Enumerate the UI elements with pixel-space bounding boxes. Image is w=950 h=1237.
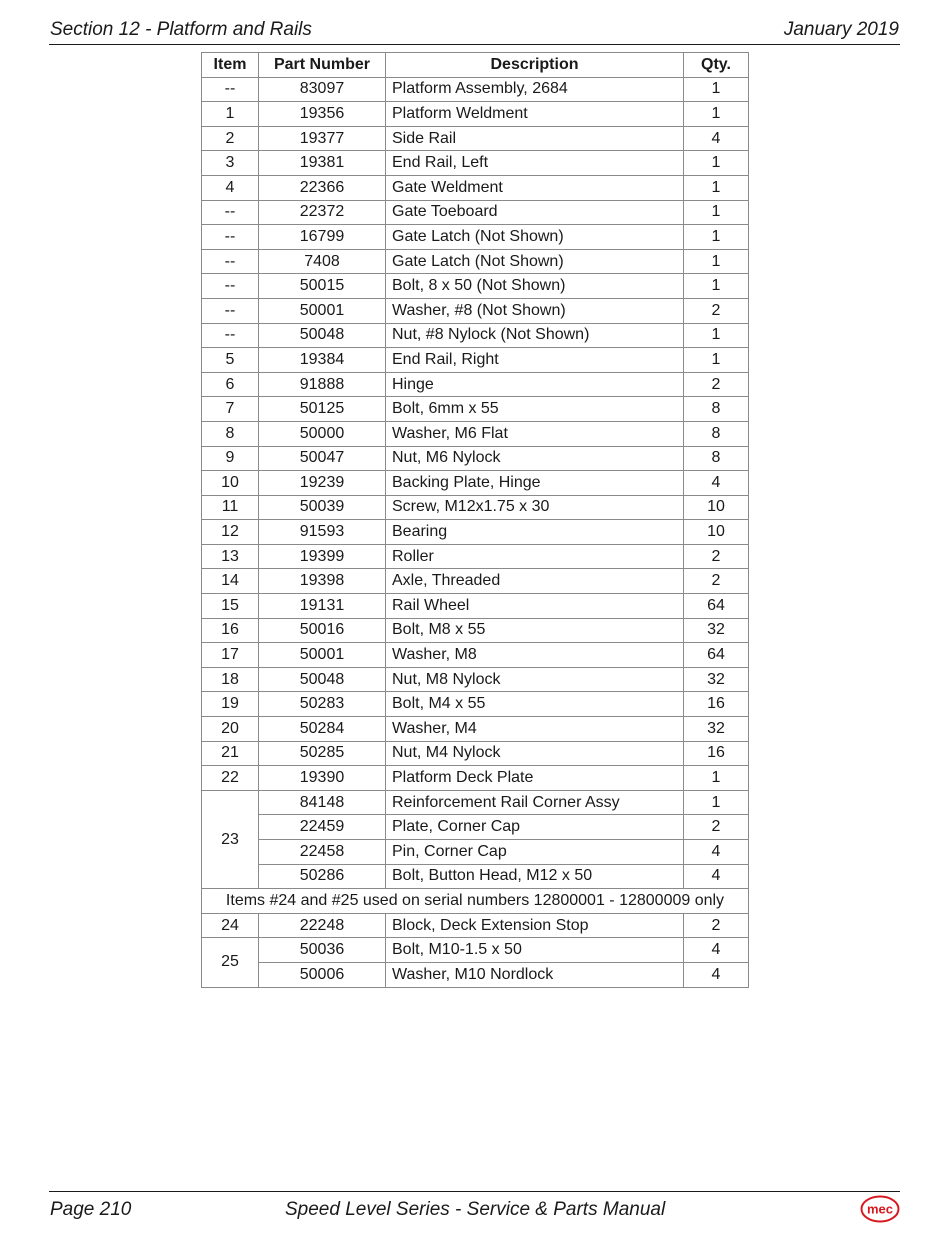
- serial-note: Items #24 and #25 used on serial numbers 12800001 - 12800009 only: [202, 889, 749, 914]
- table-row: [202, 126, 749, 151]
- cell-part-number: 50001: [259, 298, 386, 323]
- cell-qty: 1: [684, 790, 749, 815]
- cell-part-number: 19381: [259, 151, 386, 176]
- cell-item: 8: [202, 421, 259, 446]
- cell-qty: 2: [684, 569, 749, 594]
- table-row: [202, 766, 749, 791]
- cell-item: --: [202, 274, 259, 299]
- table-row: [202, 790, 749, 815]
- cell-part-number: 22458: [259, 840, 386, 865]
- table-row: [202, 962, 749, 987]
- cell-item: 13: [202, 544, 259, 569]
- cell-description: Gate Latch (Not Shown): [386, 225, 684, 250]
- cell-description: Roller: [386, 544, 684, 569]
- cell-description: Washer, M10 Nordlock: [386, 962, 684, 987]
- cell-qty: 4: [684, 126, 749, 151]
- cell-item: 24: [202, 913, 259, 938]
- cell-qty: 1: [684, 249, 749, 274]
- cell-description: Gate Weldment: [386, 175, 684, 200]
- table-row: [202, 298, 749, 323]
- cell-description: Bolt, Button Head, M12 x 50: [386, 864, 684, 889]
- cell-item: 11: [202, 495, 259, 520]
- table-row: [202, 372, 749, 397]
- cell-description: Screw, M12x1.75 x 30: [386, 495, 684, 520]
- cell-description: Platform Deck Plate: [386, 766, 684, 791]
- table-row: [202, 815, 749, 840]
- cell-part-number: 50048: [259, 323, 386, 348]
- cell-item: 12: [202, 520, 259, 545]
- cell-item: 2: [202, 126, 259, 151]
- cell-item: 6: [202, 372, 259, 397]
- table-row: [202, 913, 749, 938]
- cell-description: Rail Wheel: [386, 594, 684, 619]
- cell-description: Platform Assembly, 2684: [386, 77, 684, 102]
- cell-qty: 4: [684, 962, 749, 987]
- cell-part-number: 19390: [259, 766, 386, 791]
- table-row: [202, 77, 749, 102]
- mec-logo-text: mec: [866, 1201, 894, 1217]
- cell-part-number: 19377: [259, 126, 386, 151]
- table-row: [202, 495, 749, 520]
- cell-item: 3: [202, 151, 259, 176]
- cell-item: 14: [202, 569, 259, 594]
- cell-part-number: 22248: [259, 913, 386, 938]
- cell-qty: 8: [684, 397, 749, 422]
- cell-item: --: [202, 200, 259, 225]
- cell-part-number: 19239: [259, 471, 386, 496]
- cell-qty: 64: [684, 594, 749, 619]
- cell-qty: 32: [684, 667, 749, 692]
- table-row: [202, 323, 749, 348]
- cell-part-number: 83097: [259, 77, 386, 102]
- cell-item: 9: [202, 446, 259, 471]
- cell-qty: 1: [684, 323, 749, 348]
- cell-description: Gate Latch (Not Shown): [386, 249, 684, 274]
- cell-description: Nut, M6 Nylock: [386, 446, 684, 471]
- cell-qty: 1: [684, 766, 749, 791]
- header-date: January 2019: [783, 19, 899, 40]
- note-row: [202, 889, 749, 914]
- cell-description: Nut, #8 Nylock (Not Shown): [386, 323, 684, 348]
- cell-qty: 8: [684, 421, 749, 446]
- cell-part-number: 50048: [259, 667, 386, 692]
- cell-part-number: 22366: [259, 175, 386, 200]
- cell-description: Platform Weldment: [386, 102, 684, 127]
- cell-part-number: 50125: [259, 397, 386, 422]
- cell-qty: 2: [684, 544, 749, 569]
- cell-qty: 4: [684, 938, 749, 963]
- cell-description: Bolt, 8 x 50 (Not Shown): [386, 274, 684, 299]
- table-row: [202, 175, 749, 200]
- column-header-description: Description: [386, 53, 684, 78]
- parts-table: [201, 52, 749, 988]
- cell-part-number: 50006: [259, 962, 386, 987]
- cell-item: 25: [202, 938, 259, 987]
- cell-item: 17: [202, 643, 259, 668]
- cell-item: --: [202, 323, 259, 348]
- cell-qty: 1: [684, 151, 749, 176]
- cell-part-number: 50047: [259, 446, 386, 471]
- cell-part-number: 50285: [259, 741, 386, 766]
- cell-item: 19: [202, 692, 259, 717]
- cell-description: Hinge: [386, 372, 684, 397]
- cell-item: 22: [202, 766, 259, 791]
- cell-item: --: [202, 249, 259, 274]
- table-row: [202, 200, 749, 225]
- cell-item: --: [202, 298, 259, 323]
- cell-qty: 16: [684, 692, 749, 717]
- cell-qty: 10: [684, 495, 749, 520]
- table-row: [202, 544, 749, 569]
- column-header-part-number: Part Number: [259, 53, 386, 78]
- cell-qty: 1: [684, 274, 749, 299]
- cell-qty: 4: [684, 471, 749, 496]
- cell-qty: 1: [684, 175, 749, 200]
- table-row: [202, 741, 749, 766]
- cell-description: Bolt, 6mm x 55: [386, 397, 684, 422]
- cell-qty: 4: [684, 864, 749, 889]
- cell-qty: 1: [684, 200, 749, 225]
- cell-description: Bolt, M8 x 55: [386, 618, 684, 643]
- cell-item: --: [202, 225, 259, 250]
- cell-item: 20: [202, 717, 259, 742]
- cell-part-number: 50039: [259, 495, 386, 520]
- cell-qty: 2: [684, 815, 749, 840]
- cell-part-number: 91888: [259, 372, 386, 397]
- section-title: Section 12 - Platform and Rails: [50, 19, 312, 40]
- cell-qty: 16: [684, 741, 749, 766]
- table-row: [202, 249, 749, 274]
- table-row: [202, 692, 749, 717]
- cell-qty: 2: [684, 298, 749, 323]
- page-footer: [49, 1191, 900, 1232]
- cell-item: 7: [202, 397, 259, 422]
- cell-description: Nut, M4 Nylock: [386, 741, 684, 766]
- cell-part-number: 50284: [259, 717, 386, 742]
- table-row: [202, 840, 749, 865]
- cell-part-number: 19384: [259, 348, 386, 373]
- cell-description: Side Rail: [386, 126, 684, 151]
- table-row: [202, 594, 749, 619]
- table-row: [202, 520, 749, 545]
- cell-item: 5: [202, 348, 259, 373]
- cell-part-number: 19131: [259, 594, 386, 619]
- cell-description: End Rail, Left: [386, 151, 684, 176]
- table-row: [202, 717, 749, 742]
- table-row: [202, 618, 749, 643]
- cell-description: Washer, M4: [386, 717, 684, 742]
- cell-part-number: 50283: [259, 692, 386, 717]
- cell-part-number: 84148: [259, 790, 386, 815]
- cell-part-number: 50016: [259, 618, 386, 643]
- cell-qty: 8: [684, 446, 749, 471]
- cell-qty: 32: [684, 717, 749, 742]
- cell-qty: 1: [684, 77, 749, 102]
- cell-description: Block, Deck Extension Stop: [386, 913, 684, 938]
- cell-qty: 10: [684, 520, 749, 545]
- cell-description: Bolt, M4 x 55: [386, 692, 684, 717]
- cell-part-number: 16799: [259, 225, 386, 250]
- cell-qty: 32: [684, 618, 749, 643]
- column-header-qty: Qty.: [684, 53, 749, 78]
- cell-part-number: 19356: [259, 102, 386, 127]
- cell-qty: 2: [684, 913, 749, 938]
- cell-item: 1: [202, 102, 259, 127]
- cell-part-number: 50286: [259, 864, 386, 889]
- parts-table-body: [202, 77, 749, 987]
- table-row: [202, 102, 749, 127]
- cell-description: Washer, M8: [386, 643, 684, 668]
- cell-description: End Rail, Right: [386, 348, 684, 373]
- cell-description: Bearing: [386, 520, 684, 545]
- table-row: [202, 864, 749, 889]
- cell-item: --: [202, 77, 259, 102]
- cell-part-number: 22372: [259, 200, 386, 225]
- table-row: [202, 225, 749, 250]
- cell-qty: 64: [684, 643, 749, 668]
- cell-part-number: 19398: [259, 569, 386, 594]
- table-row: [202, 348, 749, 373]
- cell-part-number: 50036: [259, 938, 386, 963]
- manual-title: Speed Level Series - Service & Parts Manual: [285, 1199, 666, 1220]
- mec-logo: [860, 1195, 900, 1223]
- cell-part-number: 22459: [259, 815, 386, 840]
- table-row: [202, 421, 749, 446]
- table-row: [202, 274, 749, 299]
- cell-description: Backing Plate, Hinge: [386, 471, 684, 496]
- cell-qty: 1: [684, 102, 749, 127]
- cell-description: Washer, #8 (Not Shown): [386, 298, 684, 323]
- table-row: [202, 667, 749, 692]
- table-row: [202, 446, 749, 471]
- cell-item: 16: [202, 618, 259, 643]
- cell-part-number: 7408: [259, 249, 386, 274]
- cell-part-number: 50001: [259, 643, 386, 668]
- cell-description: Reinforcement Rail Corner Assy: [386, 790, 684, 815]
- cell-qty: 4: [684, 840, 749, 865]
- cell-description: Gate Toeboard: [386, 200, 684, 225]
- cell-item: 15: [202, 594, 259, 619]
- cell-item: 10: [202, 471, 259, 496]
- cell-description: Axle, Threaded: [386, 569, 684, 594]
- table-header-row: [202, 53, 749, 78]
- cell-part-number: 91593: [259, 520, 386, 545]
- cell-qty: 1: [684, 225, 749, 250]
- cell-description: Washer, M6 Flat: [386, 421, 684, 446]
- cell-item: 23: [202, 790, 259, 888]
- column-header-item: Item: [202, 53, 259, 78]
- cell-item: 4: [202, 175, 259, 200]
- cell-item: 18: [202, 667, 259, 692]
- table-row: [202, 643, 749, 668]
- cell-qty: 1: [684, 348, 749, 373]
- cell-part-number: 50015: [259, 274, 386, 299]
- table-row: [202, 938, 749, 963]
- cell-part-number: 50000: [259, 421, 386, 446]
- cell-description: Pin, Corner Cap: [386, 840, 684, 865]
- cell-description: Nut, M8 Nylock: [386, 667, 684, 692]
- cell-description: Bolt, M10-1.5 x 50: [386, 938, 684, 963]
- table-row: [202, 151, 749, 176]
- table-row: [202, 397, 749, 422]
- page-header: [49, 18, 900, 45]
- cell-qty: 2: [684, 372, 749, 397]
- table-row: [202, 471, 749, 496]
- cell-part-number: 19399: [259, 544, 386, 569]
- cell-description: Plate, Corner Cap: [386, 815, 684, 840]
- page-number: Page 210: [50, 1199, 132, 1220]
- cell-item: 21: [202, 741, 259, 766]
- table-row: [202, 569, 749, 594]
